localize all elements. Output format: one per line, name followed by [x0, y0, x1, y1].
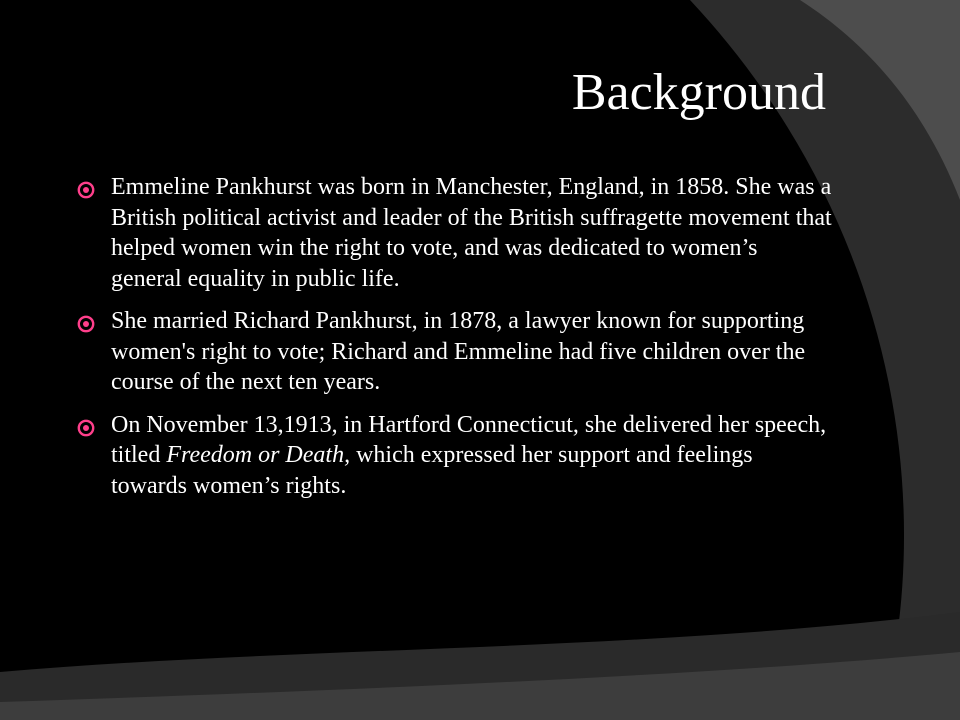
- circled-dot-icon: [77, 315, 95, 333]
- bullet-text: [111, 412, 826, 499]
- bullet-text: Emmeline Pankhurst was born in Manchester, England, in 1858. She was a British political activist and leader of the British suffragette movement that helped women win the right to vote, and was dedicated to women’s general equality in public life.: [111, 174, 832, 292]
- list-item: [73, 306, 833, 398]
- bullet-list: [73, 172, 833, 513]
- list-item: [73, 172, 833, 294]
- bullet-text-before: On November 13,1913, in Hartford Connecticut, she delivered her speech, titled: [111, 411, 827, 468]
- list-item: [73, 410, 833, 502]
- circled-dot-icon: [77, 181, 95, 199]
- bullet-text-after: which expressed her support and feelings towards women’s rights.: [111, 442, 753, 499]
- bullet-text: She married Richard Pankhurst, in 1878, a lawyer known for supporting women's right to vote; Richard and Emmeline had five children over the course of the next ten years.: [111, 308, 806, 395]
- slide-title: Background: [571, 64, 826, 121]
- speech-title: Freedom or Death,: [166, 442, 351, 468]
- circled-dot-icon: [77, 419, 95, 437]
